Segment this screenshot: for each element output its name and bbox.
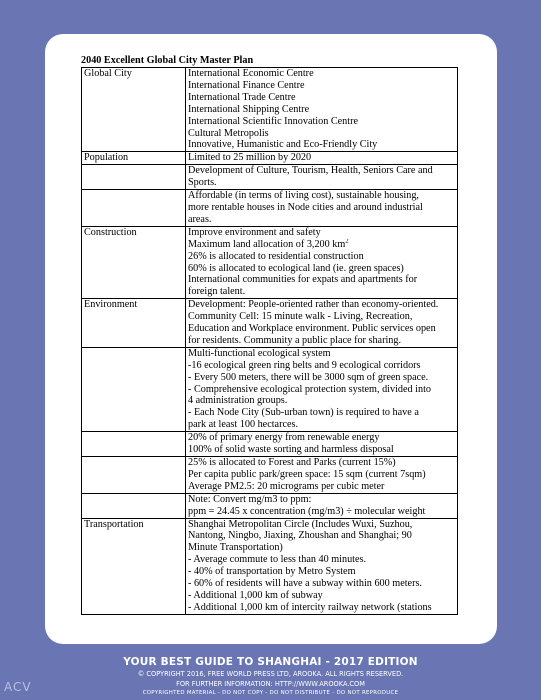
detail-cell bbox=[186, 347, 458, 431]
detail-line-text: -16 ecological green ring belts and 9 ecological corridors bbox=[188, 359, 421, 371]
detail-line-text: 4 administration groups. bbox=[188, 395, 288, 407]
table-row bbox=[82, 68, 458, 152]
table-row bbox=[82, 152, 458, 165]
detail-line-text: 100% of solid waste sorting and harmless disposal bbox=[188, 444, 394, 456]
detail-line bbox=[188, 263, 455, 275]
category-cell bbox=[82, 190, 186, 227]
detail-line bbox=[188, 104, 455, 116]
detail-line bbox=[188, 128, 455, 140]
detail-line bbox=[188, 251, 455, 263]
detail-line-text: Cultural Metropolis bbox=[188, 127, 269, 139]
detail-line-text: - 40% of transportation by Metro System bbox=[188, 566, 356, 578]
detail-line-text: for residents. Community a public place for sharing. bbox=[188, 334, 402, 346]
detail-line-text: - Comprehensive ecological protection system, divided into bbox=[188, 383, 432, 395]
detail-line-text: Sports. bbox=[188, 177, 217, 189]
detail-line bbox=[188, 519, 455, 531]
detail-line bbox=[188, 139, 455, 151]
table-row bbox=[82, 347, 458, 431]
detail-cell bbox=[186, 68, 458, 152]
detail-line bbox=[188, 165, 455, 177]
detail-line bbox=[188, 384, 455, 396]
detail-line-text: Note: Convert mg/m3 to ppm: bbox=[188, 493, 312, 505]
detail-cell bbox=[186, 493, 458, 518]
table-row bbox=[82, 165, 458, 190]
detail-line bbox=[188, 227, 455, 239]
detail-line-text: Education and Workplace environment. Public services open bbox=[188, 323, 436, 335]
detail-line-text: Maximum land allocation of 3,200 km bbox=[188, 238, 346, 250]
detail-line bbox=[188, 469, 455, 481]
superscript: 2 bbox=[345, 238, 349, 245]
detail-line-text: Affordable (in terms of living cost), sustainable housing, bbox=[188, 190, 419, 202]
category-cell bbox=[82, 347, 186, 431]
detail-line-text: - Each Node City (Sub-urban town) is required to have a bbox=[188, 407, 419, 419]
category-cell bbox=[82, 165, 186, 190]
detail-line bbox=[188, 360, 455, 372]
category-cell bbox=[82, 457, 186, 494]
category-cell: Global City bbox=[82, 68, 186, 152]
category-cell bbox=[82, 493, 186, 518]
detail-cell bbox=[186, 190, 458, 227]
detail-line-text: - Average commute to less than 40 minutes. bbox=[188, 554, 367, 566]
detail-cell bbox=[186, 165, 458, 190]
category-cell: Construction bbox=[82, 226, 186, 298]
table-row bbox=[82, 190, 458, 227]
detail-line bbox=[188, 152, 455, 164]
detail-line-text: - 60% of residents will have a subway within 600 meters. bbox=[188, 578, 422, 590]
detail-line bbox=[188, 407, 455, 419]
detail-line bbox=[188, 311, 455, 323]
detail-cell bbox=[186, 518, 458, 614]
master-plan-table-body bbox=[82, 68, 458, 615]
detail-line bbox=[188, 80, 455, 92]
detail-line-text: International communities for expats and apartments for bbox=[188, 274, 418, 286]
detail-line bbox=[188, 542, 455, 554]
master-plan-table bbox=[81, 67, 458, 615]
detail-line-text: Limited to 25 million by 2020 bbox=[188, 152, 312, 164]
detail-line bbox=[188, 506, 455, 518]
detail-line-text: Community Cell: 15 minute walk - Living, Recreation, bbox=[188, 311, 413, 323]
category-cell bbox=[82, 432, 186, 457]
detail-line bbox=[188, 274, 455, 286]
detail-line-text: park at least 100 hectarces. bbox=[188, 419, 299, 431]
detail-line bbox=[188, 202, 455, 214]
detail-line-text: ppm = 24.45 x concentration (mg/m3) ÷ molecular weight bbox=[188, 505, 426, 517]
table-row bbox=[82, 493, 458, 518]
category-cell: Environment bbox=[82, 299, 186, 348]
detail-cell bbox=[186, 299, 458, 348]
detail-line bbox=[188, 481, 455, 493]
detail-line bbox=[188, 395, 455, 407]
detail-line bbox=[188, 530, 455, 542]
detail-cell bbox=[186, 432, 458, 457]
detail-line bbox=[188, 554, 455, 566]
detail-line-text: Nantong, Ningbo, Jiaxing, Zhoushan and Shanghai; 90 bbox=[188, 530, 412, 542]
detail-line-text: Development of Culture, Tourism, Health, Seniors Care and bbox=[188, 165, 433, 177]
detail-line-text: more rentable houses in Node cities and around industrial bbox=[188, 201, 423, 213]
detail-line-text: International Finance Centre bbox=[188, 79, 305, 91]
detail-line bbox=[188, 372, 455, 384]
detail-line-text: International Shipping Centre bbox=[188, 103, 310, 115]
detail-line bbox=[188, 590, 455, 602]
detail-line-text: Shanghai Metropolitan Circle (Includes Wuxi, Suzhou, bbox=[188, 518, 413, 530]
category-cell: Population bbox=[82, 152, 186, 165]
detail-cell bbox=[186, 152, 458, 165]
table-row bbox=[82, 432, 458, 457]
detail-line-text: Multi-functional ecological system bbox=[188, 347, 331, 359]
detail-line-text: International Economic Centre bbox=[188, 68, 314, 79]
footer-title: YOUR BEST GUIDE TO SHANGHAI - 2017 EDITION bbox=[123, 656, 418, 668]
detail-line-text: Minute Transportation) bbox=[188, 542, 283, 554]
detail-line-text: 25% is allocated to Forest and Parks (current 15%) bbox=[188, 457, 396, 468]
detail-cell bbox=[186, 457, 458, 494]
detail-line bbox=[188, 444, 455, 456]
detail-line-text: - Additional 1,000 km of subway bbox=[188, 589, 323, 601]
document-title: 2040 Excellent Global City Master Plan bbox=[81, 55, 254, 66]
document-page bbox=[45, 34, 497, 644]
footer-info-link[interactable]: FOR FURTHER INFORMATION: HTTP://WWW.AROOKA.COM bbox=[176, 680, 365, 688]
detail-line bbox=[188, 286, 455, 298]
detail-line bbox=[188, 348, 455, 360]
detail-line-text: Development: People-oriented rather than economy-oriented. bbox=[188, 299, 439, 311]
detail-line-text: foreign talent. bbox=[188, 286, 246, 298]
detail-line bbox=[188, 116, 455, 128]
detail-line-text: Improve environment and safety bbox=[188, 226, 321, 238]
detail-line bbox=[188, 578, 455, 590]
detail-line bbox=[188, 432, 455, 444]
detail-line bbox=[188, 494, 455, 506]
detail-line bbox=[188, 190, 455, 202]
detail-line-text: 26% is allocated to residential construction bbox=[188, 250, 364, 262]
detail-line bbox=[188, 566, 455, 578]
detail-line bbox=[188, 68, 455, 80]
detail-line-text: - Additional 1,000 km of intercity railway network (stations bbox=[188, 601, 432, 613]
detail-line bbox=[188, 457, 455, 469]
detail-line-text: - Every 500 meters, there will be 3000 sqm of green space. bbox=[188, 371, 429, 383]
detail-line bbox=[188, 419, 455, 431]
detail-cell bbox=[186, 226, 458, 298]
detail-line bbox=[188, 177, 455, 189]
footer-copyright: © COPYRIGHT 2016, FREE WORLD PRESS LTD, AROOKA. ALL RIGHTS RESERVED. bbox=[137, 670, 404, 678]
footer-legal-notice: COPYRIGHTED MATERIAL - DO NOT COPY - DO NOT DISTRIBUTE - DO NOT REPRODUCE bbox=[142, 690, 399, 696]
detail-line bbox=[188, 323, 455, 335]
detail-line-text: Average PM2.5: 20 micrograms per cubic meter bbox=[188, 480, 385, 492]
detail-line bbox=[188, 239, 455, 251]
table-row bbox=[82, 457, 458, 494]
detail-line-text: 60% is allocated to ecological land (ie. green spaces) bbox=[188, 262, 404, 274]
detail-line bbox=[188, 214, 455, 226]
table-row bbox=[82, 226, 458, 298]
table-row bbox=[82, 518, 458, 614]
detail-line-text: Per capita public park/green space: 15 sqm (current 7sqm) bbox=[188, 468, 426, 480]
detail-line bbox=[188, 335, 455, 347]
watermark-text: ACV bbox=[4, 680, 32, 694]
table-row bbox=[82, 299, 458, 348]
detail-line-text: areas. bbox=[188, 213, 212, 225]
detail-line-text: 20% of primary energy from renewable energy bbox=[188, 432, 380, 444]
detail-line-text: International Trade Centre bbox=[188, 91, 296, 103]
category-cell: Transportation bbox=[82, 518, 186, 614]
detail-line bbox=[188, 602, 455, 614]
detail-line-text: International Scientific Innovation Centre bbox=[188, 115, 359, 127]
detail-line bbox=[188, 92, 455, 104]
detail-line-text: Innovative, Humanistic and Eco-Friendly City bbox=[188, 139, 378, 151]
detail-line bbox=[188, 299, 455, 311]
